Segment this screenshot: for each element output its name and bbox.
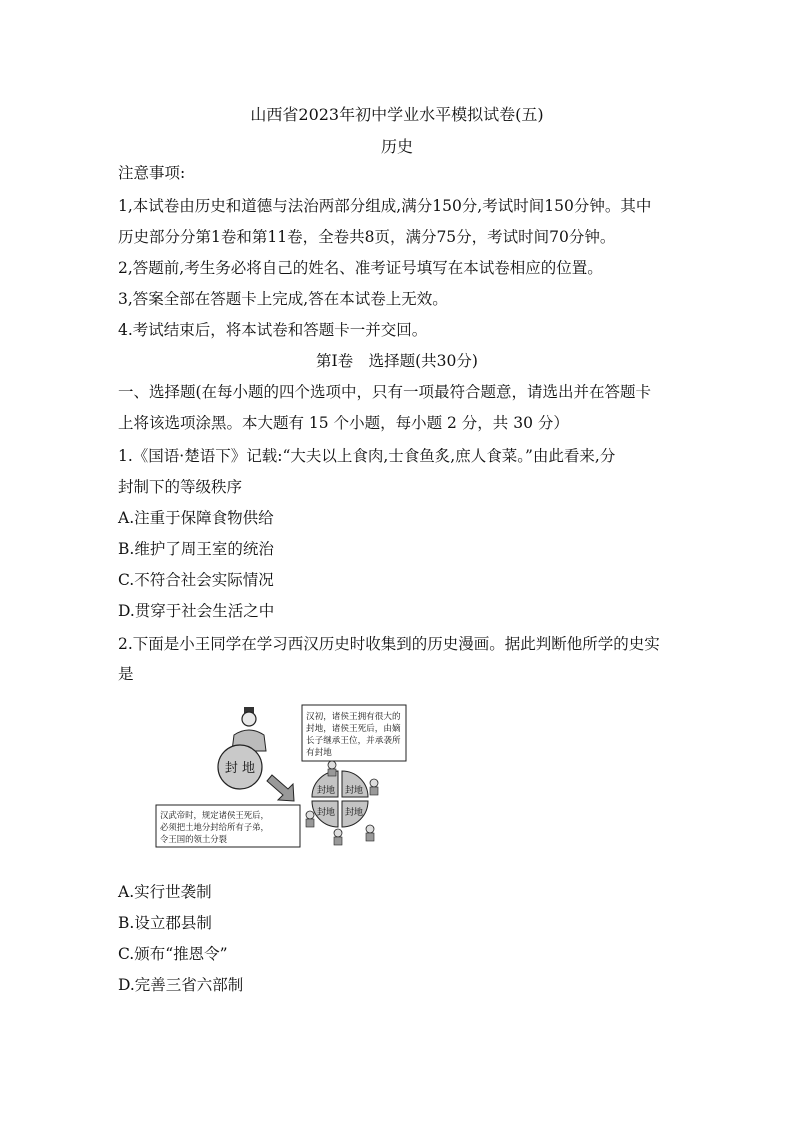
notice-line-4: 3,答案全部在答题卡上完成,答在本试卷上无效。	[118, 290, 448, 308]
notice-heading: 注意事项:	[118, 164, 186, 182]
king-figure-large	[232, 707, 266, 751]
section-instructions-1: 一、选择题(在每小题的四个选项中，只有一项最符合题意，请选出并在答题卡	[118, 383, 652, 401]
caption-bottom-line-2: 必须把土地分封给所有子弟，	[160, 822, 269, 832]
caption-bottom-line-1: 汉武帝时，规定诸侯王死后，	[160, 810, 269, 820]
question-1-option-c: C.不符合社会实际情况	[118, 571, 274, 589]
caption-bottom-line-3: 令王国的领土分裂	[160, 834, 227, 844]
large-fief-label: 封 地	[224, 761, 256, 776]
question-2-option-a: A.实行世袭制	[118, 883, 212, 901]
notice-line-1: 1,本试卷由历史和道德与法治两部分组成,满分150分,考试时间150分钟。其中	[118, 197, 652, 215]
question-1-option-b: B.维护了周王室的统治	[118, 540, 274, 558]
question-2-option-b: B.设立郡县制	[118, 914, 212, 932]
small-fief-label-2: 封地	[344, 786, 364, 796]
exam-subject: 历史	[380, 137, 413, 156]
caption-top-line-1: 汉初，诸侯王拥有很大的	[306, 712, 401, 722]
small-fief-label-1: 封地	[316, 786, 336, 796]
arrow-icon	[267, 775, 294, 801]
question-1-option-d: D.贯穿于社会生活之中	[118, 602, 275, 620]
question-1-stem-1: 1.《国语·楚语下》记载:“大夫以上食肉,士食鱼炙,庶人食菜。”由此看来,分	[118, 447, 616, 465]
caption-top-line-4: 有封地	[306, 748, 332, 758]
notice-line-3: 2,答题前,考生务必将自己的姓名、准考证号填写在本试卷相应的位置。	[118, 259, 603, 277]
section-title: 第Ⅰ卷 选择题(共30分)	[316, 352, 478, 370]
notice-line-5: 4.考试结束后，将本试卷和答题卡一并交回。	[118, 321, 428, 339]
large-fief-circle	[218, 745, 262, 789]
question-2-stem-2: 是	[118, 665, 134, 683]
small-fief-label-3: 封地	[316, 808, 336, 818]
small-fief-label-4: 封地	[344, 808, 364, 818]
question-2-option-d: D.完善三省六部制	[118, 976, 244, 994]
caption-top-line-2: 封地，诸侯王死后，由嫡	[306, 724, 401, 734]
notice-line-2: 历史部分分第1卷和第11卷，全卷共8页，满分75分，考试时间70分钟。	[118, 228, 616, 246]
history-cartoon	[152, 703, 410, 853]
caption-box-top	[302, 705, 406, 761]
caption-box-bottom	[156, 805, 300, 847]
section-instructions-2: 上将该选项涂黑。本大题有 15 个小题，每小题 2 分，共 30 分）	[118, 414, 569, 432]
caption-top-line-3: 长子继承王位，并承袭所	[306, 736, 401, 746]
question-2-stem-1: 2.下面是小王同学在学习西汉历史时收集到的历史漫画。据此判断他所学的史实	[118, 635, 660, 653]
divided-fief	[312, 771, 368, 827]
question-1-stem-2: 封制下的等级秩序	[118, 478, 243, 496]
question-2-option-c: C.颁布“推恩令”	[118, 945, 228, 963]
question-1-option-a: A.注重于保障食物供给	[118, 509, 274, 527]
exam-title: 山西省2023年初中学业水平模拟试卷(五)	[250, 105, 544, 124]
